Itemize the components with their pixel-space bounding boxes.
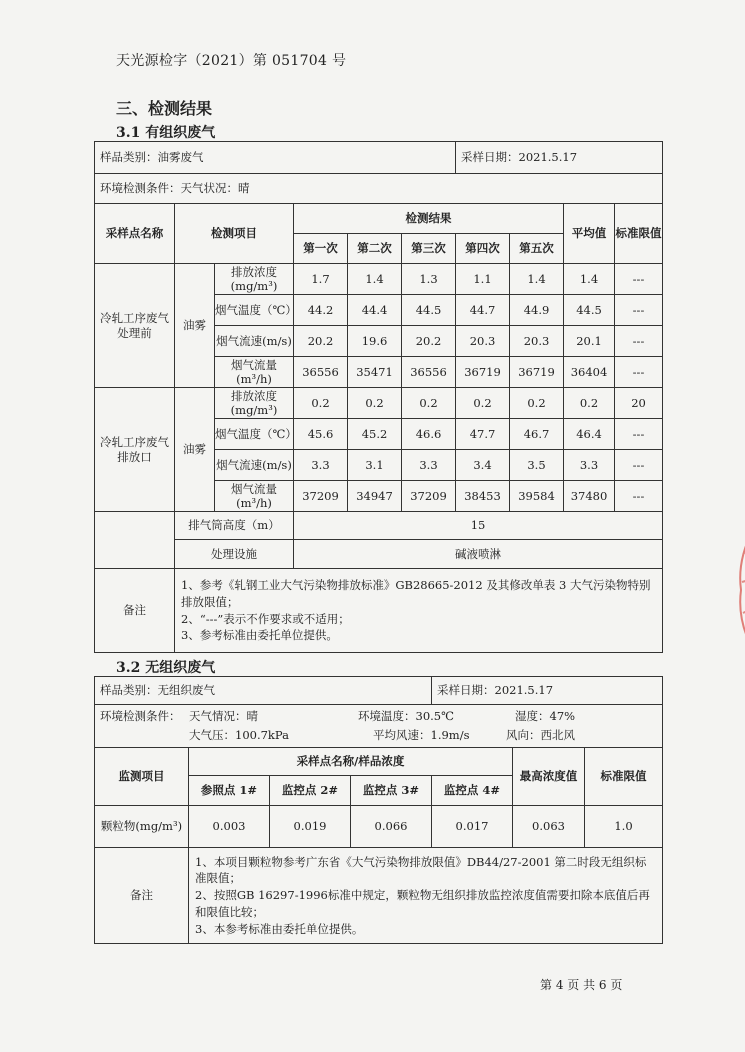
remark-line: 3、参考标准由委托单位提供。 — [181, 628, 338, 643]
humidity: 湿度：47% — [515, 709, 576, 723]
test-item: 排放浓度(mg/m³) — [215, 388, 294, 419]
value-cell: 34947 — [348, 481, 402, 512]
standard-cell: --- — [615, 450, 663, 481]
value-cell: 1.4 — [510, 264, 564, 295]
remark-line: 1、参考《轧钢工业大气污染物排放标准》GB28665-2012 及其修改单表 3 大气污染物特别排放限值； — [181, 578, 651, 609]
value-cell: 39584 — [510, 481, 564, 512]
average-cell: 1.4 — [564, 264, 615, 295]
value-cell: 20.3 — [510, 326, 564, 357]
value-cell: 45.2 — [348, 419, 402, 450]
sampling-point: 冷轧工序废气处理前 — [95, 264, 175, 388]
seal-stamp-fragment — [715, 520, 745, 660]
value-cell: 0.2 — [294, 388, 348, 419]
pollutant: 油雾 — [175, 264, 215, 388]
facility-value: 碱液喷淋 — [294, 540, 663, 569]
subsection-organized-title: 3.1 有组织废气 — [116, 125, 216, 141]
standard-cell: --- — [615, 295, 663, 326]
remarks — [189, 848, 663, 944]
header-max: 最高浓度值 — [513, 748, 585, 806]
env-conditions: 环境检测条件：天气状况：晴 — [95, 174, 663, 204]
remark-line: 3、本参考标准由委托单位提供。 — [195, 921, 364, 936]
value-cell: 35471 — [348, 357, 402, 388]
pressure: 大气压：100.7kPa — [189, 728, 289, 742]
pollutant: 油雾 — [175, 388, 215, 512]
value-cell: 1.7 — [294, 264, 348, 295]
value-cell: 44.7 — [456, 295, 510, 326]
standard-cell: --- — [615, 419, 663, 450]
header-monitoring-item: 监测项目 — [95, 748, 189, 806]
value-cell: 20.2 — [294, 326, 348, 357]
value-cell: 44.4 — [348, 295, 402, 326]
average-cell: 44.5 — [564, 295, 615, 326]
average-cell: 3.3 — [564, 450, 615, 481]
header-point: 监控点 2# — [270, 776, 351, 806]
value-cell: 1.4 — [348, 264, 402, 295]
standard-cell: 20 — [615, 388, 663, 419]
value-cell: 46.6 — [402, 419, 456, 450]
header-standard-limit: 标准限值 — [615, 204, 663, 264]
wind-speed: 平均风速：1.9m/s — [373, 728, 470, 742]
standard-cell: 1.0 — [585, 806, 663, 848]
header-standard-limit: 标准限值 — [585, 748, 663, 806]
value-cell: 44.5 — [402, 295, 456, 326]
remark-line: 2、“---”表示不作要求或不适用； — [181, 611, 350, 626]
value-cell: 0.017 — [432, 806, 513, 848]
header-point: 监控点 3# — [351, 776, 432, 806]
value-cell: 0.2 — [456, 388, 510, 419]
value-cell: 3.1 — [348, 450, 402, 481]
max-cell: 0.063 — [513, 806, 585, 848]
average-cell: 37480 — [564, 481, 615, 512]
standard-cell: --- — [615, 481, 663, 512]
value-cell: 1.3 — [402, 264, 456, 295]
wind-direction: 风向：西北风 — [506, 728, 575, 742]
header-test-item: 检测项目 — [175, 204, 294, 264]
page-footer: 第 4 页 共 6 页 — [540, 978, 623, 992]
value-cell: 0.003 — [189, 806, 270, 848]
organized-emission-table — [94, 141, 663, 653]
test-item: 排放浓度(mg/m³) — [215, 264, 294, 295]
sample-date: 采样日期：2021.5.17 — [432, 677, 663, 705]
sampling-point: 冷轧工序废气排放口 — [95, 388, 175, 512]
header-point: 参照点 1# — [189, 776, 270, 806]
value-cell: 0.2 — [510, 388, 564, 419]
monitoring-item: 颗粒物(mg/m³) — [95, 806, 189, 848]
value-cell: 44.9 — [510, 295, 564, 326]
remark-line: 1、本项目颗粒物参考广东省《大气污染物排放限值》DB44/27-2001 第二时段无组织标准限值； — [195, 854, 647, 886]
remark-line: 2、按照GB 16297-1996标准中规定，颗粒物无组织排放监控浓度值需要扣除本底值后再和限值比较； — [195, 888, 650, 919]
standard-cell: --- — [615, 264, 663, 295]
value-cell: 1.1 — [456, 264, 510, 295]
header-sampling-point: 采样点名称 — [95, 204, 175, 264]
standard-cell: --- — [615, 326, 663, 357]
value-cell: 36556 — [402, 357, 456, 388]
weather: 天气情况：晴 — [189, 709, 258, 723]
average-cell: 36404 — [564, 357, 615, 388]
section-title: 三、检测结果 — [116, 99, 213, 118]
env-conditions — [95, 705, 663, 748]
value-cell: 3.3 — [402, 450, 456, 481]
value-cell: 20.2 — [402, 326, 456, 357]
value-cell: 0.2 — [402, 388, 456, 419]
header-run: 第三次 — [402, 234, 456, 264]
standard-cell: --- — [615, 357, 663, 388]
value-cell: 20.3 — [456, 326, 510, 357]
value-cell: 0.2 — [348, 388, 402, 419]
value-cell: 46.7 — [510, 419, 564, 450]
average-cell: 46.4 — [564, 419, 615, 450]
value-cell: 44.2 — [294, 295, 348, 326]
remark-label: 备注 — [95, 569, 175, 653]
stack-height-value: 15 — [294, 512, 663, 540]
remark-label: 备注 — [95, 848, 189, 944]
stack-height-label: 排气筒高度（m） — [175, 512, 294, 540]
value-cell: 0.019 — [270, 806, 351, 848]
temperature: 环境温度：30.5℃ — [358, 709, 454, 723]
value-cell: 0.066 — [351, 806, 432, 848]
average-cell: 0.2 — [564, 388, 615, 419]
value-cell: 36556 — [294, 357, 348, 388]
test-item: 烟气温度（℃） — [215, 295, 294, 326]
fugitive-emission-table — [94, 676, 663, 944]
value-cell: 36719 — [456, 357, 510, 388]
header-run: 第五次 — [510, 234, 564, 264]
value-cell: 3.4 — [456, 450, 510, 481]
header-point: 监控点 4# — [432, 776, 513, 806]
header-results: 检测结果 — [294, 204, 564, 234]
value-cell: 3.3 — [294, 450, 348, 481]
test-item: 烟气流量(m³/h) — [215, 357, 294, 388]
remarks — [175, 569, 663, 653]
value-cell: 37209 — [402, 481, 456, 512]
sample-type: 样品类别：无组织废气 — [95, 677, 432, 705]
header-run: 第四次 — [456, 234, 510, 264]
value-cell: 37209 — [294, 481, 348, 512]
sample-type: 样品类别：油雾废气 — [95, 142, 456, 174]
sample-date: 采样日期：2021.5.17 — [456, 142, 663, 174]
value-cell: 38453 — [456, 481, 510, 512]
facility-label: 处理设施 — [175, 540, 294, 569]
test-item: 烟气流量(m³/h) — [215, 481, 294, 512]
env-label: 环境检测条件： — [100, 709, 181, 723]
header-average: 平均值 — [564, 204, 615, 264]
test-item: 烟气流速(m/s) — [215, 326, 294, 357]
header-run: 第二次 — [348, 234, 402, 264]
average-cell: 20.1 — [564, 326, 615, 357]
value-cell: 45.6 — [294, 419, 348, 450]
test-item: 烟气温度（℃） — [215, 419, 294, 450]
report-number: 天光源检字（2021）第 051704 号 — [116, 53, 347, 69]
value-cell: 3.5 — [510, 450, 564, 481]
test-item: 烟气流速(m/s) — [215, 450, 294, 481]
header-run: 第一次 — [294, 234, 348, 264]
value-cell: 19.6 — [348, 326, 402, 357]
value-cell: 47.7 — [456, 419, 510, 450]
value-cell: 36719 — [510, 357, 564, 388]
header-points: 采样点名称/样品浓度 — [189, 748, 513, 776]
subsection-fugitive-title: 3.2 无组织废气 — [116, 660, 216, 676]
